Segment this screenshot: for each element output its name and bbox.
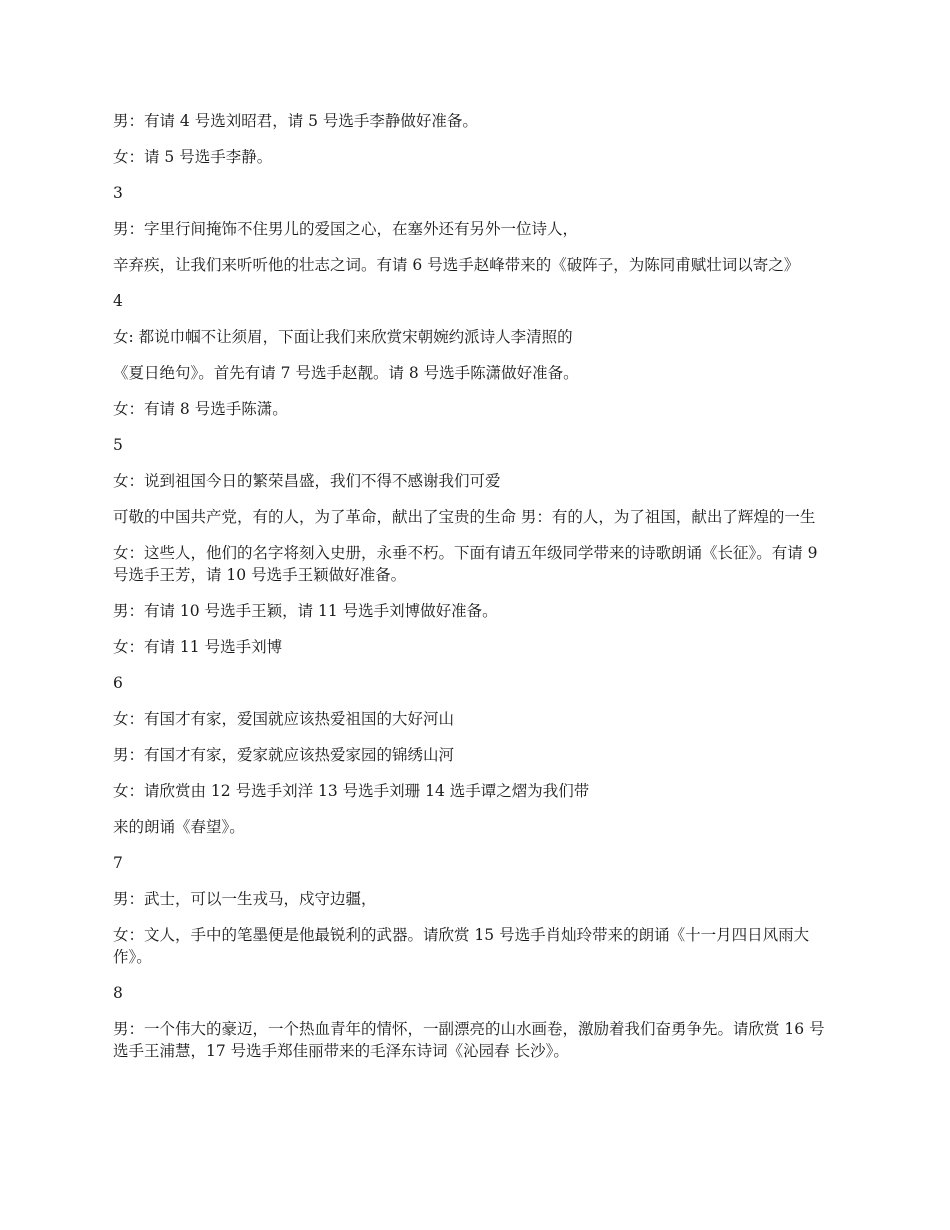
paragraph: 来的朗诵《春望》。: [113, 818, 245, 836]
paragraph: 男：武士，可以一生戎马，戍守边疆，: [113, 890, 377, 908]
paragraph: 男：有请 4 号选刘昭君，请 5 号选手李静做好准备。: [113, 112, 478, 130]
paragraph: 男：有请 10 号选手王颖，请 11 号选手刘博做好准备。: [113, 602, 498, 620]
paragraph: 女：说到祖国今日的繁荣昌盛，我们不得不感谢我们可爱: [113, 472, 501, 490]
paragraph: 女: 都说巾帼不让须眉，下面让我们来欣赏宋朝婉约派诗人李清照的: [113, 328, 573, 346]
paragraph: 女：请 5 号选手李静。: [113, 148, 273, 166]
paragraph: 男：一个伟大的豪迈，一个热血青年的情怀，一副漂亮的山水画卷，激励着我们奋勇争先。请欣赏 16 号选手王浦慧，17 号选手郑佳丽带来的毛泽东诗词《沁园春 长沙》。: [113, 1020, 825, 1060]
section-number: 8: [113, 984, 123, 1002]
section-number: 3: [113, 184, 123, 202]
paragraph: 女：有请 8 号选手陈潇。: [113, 400, 288, 418]
paragraph: 《夏日绝句》。首先有请 7 号选手赵靓。请 8 号选手陈潇做好准备。: [113, 364, 579, 382]
paragraph: 男：有国才有家，爱家就应该热爱家园的锦绣山河: [113, 746, 455, 764]
section-number: 7: [113, 854, 123, 872]
section-number: 6: [113, 674, 123, 692]
paragraph: 女：有请 11 号选手刘博: [113, 638, 283, 656]
paragraph: 女：请欣赏由 12 号选手刘洋 13 号选手刘珊 14 选手谭之熠为我们带: [113, 782, 590, 800]
paragraph: 辛弃疾，让我们来听听他的壮志之词。有请 6 号选手赵峰带来的《破阵子，为陈同甫赋壮词以寄之》: [113, 256, 800, 274]
section-number: 5: [113, 436, 123, 454]
paragraph: 可敬的中国共产党，有的人，为了革命，献出了宝贵的生命 男：有的人，为了祖国，献出了辉煌的一生: [113, 508, 816, 526]
paragraph: 男：字里行间掩饰不住男儿的爱国之心，在塞外还有另外一位诗人，: [113, 220, 579, 238]
paragraph: 女：这些人，他们的名字将刻入史册，永垂不朽。下面有请五年级同学带来的诗歌朗诵《长征》。有请 9 号选手王芳，请 10 号选手王颖做好准备。: [113, 544, 818, 584]
paragraph: 女：文人，手中的笔墨便是他最锐利的武器。请欣赏 15 号选手肖灿玲带来的朗诵《十一月四日风雨大作》。: [113, 926, 810, 966]
section-number: 4: [113, 292, 123, 310]
paragraph: 女：有国才有家，爱国就应该热爱祖国的大好河山: [113, 710, 455, 728]
document-body: [113, 110, 828, 1076]
